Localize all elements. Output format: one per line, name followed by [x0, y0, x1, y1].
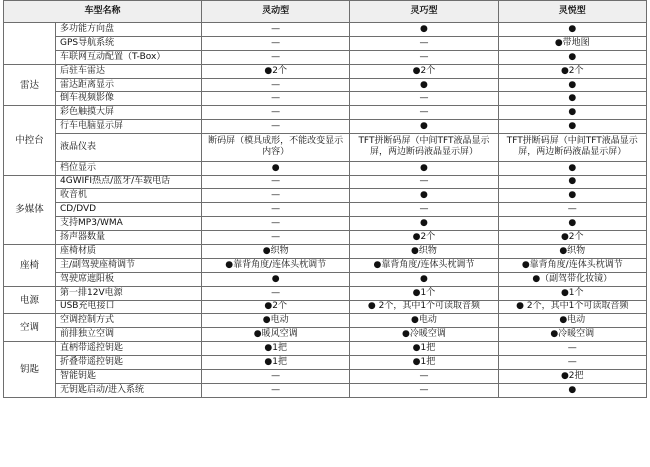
row-value-variant-1: — [202, 369, 350, 383]
row-value-variant-1: — [202, 106, 350, 120]
row-value-variant-3: ●1个 [498, 286, 646, 300]
row-value-variant-3: ●冷暖空调 [498, 328, 646, 342]
row-value-variant-1: 断码屏（模具成形，不能改变显示内容） [202, 134, 350, 162]
table-row [4, 50, 647, 64]
row-value-variant-2: TFT拼断码屏（中间TFT液晶显示屏，两边断码液晶显示屏） [350, 134, 498, 162]
row-value-variant-1: — [202, 50, 350, 64]
row-item-label: CD/DVD [56, 203, 202, 217]
table-row [4, 286, 647, 300]
table-row [4, 106, 647, 120]
row-value-variant-1: — [202, 231, 350, 245]
header-variant-1: 灵动型 [202, 1, 350, 23]
row-value-variant-1: — [202, 120, 350, 134]
row-value-variant-3: ● [498, 23, 646, 37]
row-item-label: 倒车视频影像 [56, 92, 202, 106]
header-variant-2: 灵巧型 [350, 1, 498, 23]
row-value-variant-3: TFT拼断码屏（中间TFT液晶显示屏，两边断码液晶显示屏） [498, 134, 646, 162]
row-value-variant-2: ● 2个，其中1个可读取音频 [350, 300, 498, 314]
table-row [4, 189, 647, 203]
category-power: 电源 [4, 286, 56, 314]
row-item-label: 雷达距离显示 [56, 78, 202, 92]
row-item-label: 折叠带遥控钥匙 [56, 356, 202, 370]
row-value-variant-1: — [202, 189, 350, 203]
row-item-label: USB充电接口 [56, 300, 202, 314]
header-variant-3: 灵悦型 [498, 1, 646, 23]
category-key: 钥匙 [4, 342, 56, 398]
table-row [4, 161, 647, 175]
row-value-variant-3: ● [498, 120, 646, 134]
row-value-variant-3: — [498, 203, 646, 217]
row-value-variant-3: ● [498, 92, 646, 106]
row-item-label: 行车电脑显示屏 [56, 120, 202, 134]
row-value-variant-3: ● [498, 106, 646, 120]
row-item-label: 扬声器数量 [56, 231, 202, 245]
table-row [4, 23, 647, 37]
row-value-variant-2: ●1把 [350, 342, 498, 356]
header-model-name: 车型名称 [4, 1, 202, 23]
table-row [4, 356, 647, 370]
row-value-variant-1: — [202, 203, 350, 217]
row-value-variant-1: ●1把 [202, 342, 350, 356]
row-value-variant-2: — [350, 175, 498, 189]
row-item-label: 后驻车雷达 [56, 64, 202, 78]
table-row [4, 328, 647, 342]
row-value-variant-3: ● [498, 175, 646, 189]
row-value-variant-1: — [202, 286, 350, 300]
row-value-variant-1: — [202, 78, 350, 92]
row-value-variant-2: ●1个 [350, 286, 498, 300]
row-value-variant-3: ●（副驾带化妆镜） [498, 272, 646, 286]
row-item-label: 支持MP3/WMA [56, 217, 202, 231]
row-value-variant-3: ●2个 [498, 231, 646, 245]
table-row [4, 272, 647, 286]
table-row [4, 36, 647, 50]
row-value-variant-1: ●1把 [202, 356, 350, 370]
row-value-variant-2: ● [350, 161, 498, 175]
row-value-variant-1: ●靠背角度/连体头枕调节 [202, 258, 350, 272]
row-item-label: 多功能方向盘 [56, 23, 202, 37]
row-item-label: 驾驶席遮阳板 [56, 272, 202, 286]
row-item-label: 第一排12V电源 [56, 286, 202, 300]
row-value-variant-3: ● [498, 161, 646, 175]
table-row [4, 175, 647, 189]
row-value-variant-3: ●靠背角度/连体头枕调节 [498, 258, 646, 272]
row-item-label: 收音机 [56, 189, 202, 203]
row-value-variant-3: — [498, 356, 646, 370]
row-item-label: 空调控制方式 [56, 314, 202, 328]
row-value-variant-3: ●2个 [498, 64, 646, 78]
row-item-label: 车联网互动配置（T-Box） [56, 50, 202, 64]
category-cell-empty [4, 23, 56, 65]
table-row [4, 120, 647, 134]
row-value-variant-1: — [202, 23, 350, 37]
row-value-variant-3: ● [498, 189, 646, 203]
row-value-variant-1: ●2个 [202, 64, 350, 78]
row-value-variant-1: — [202, 92, 350, 106]
category-center-console: 中控台 [4, 106, 56, 175]
row-value-variant-3: ● [498, 217, 646, 231]
table-row [4, 383, 647, 397]
row-value-variant-2: ● [350, 189, 498, 203]
row-value-variant-3: ● [498, 78, 646, 92]
table-row [4, 231, 647, 245]
row-item-label: 前排独立空调 [56, 328, 202, 342]
row-value-variant-1: ● [202, 161, 350, 175]
row-value-variant-3: ●织物 [498, 244, 646, 258]
row-item-label: 座椅材质 [56, 244, 202, 258]
row-value-variant-1: ●2个 [202, 300, 350, 314]
row-value-variant-1: ●电动 [202, 314, 350, 328]
row-value-variant-2: ●织物 [350, 244, 498, 258]
table-row [4, 92, 647, 106]
row-item-label: 档位显示 [56, 161, 202, 175]
row-value-variant-3: — [498, 342, 646, 356]
row-item-label: 无钥匙启动/进入系统 [56, 383, 202, 397]
row-item-label: 智能钥匙 [56, 369, 202, 383]
row-value-variant-3: ● [498, 383, 646, 397]
row-value-variant-2: — [350, 369, 498, 383]
row-value-variant-3: ●2把 [498, 369, 646, 383]
row-value-variant-1: — [202, 36, 350, 50]
row-value-variant-2: — [350, 383, 498, 397]
row-value-variant-2: ● [350, 217, 498, 231]
row-value-variant-2: ●靠背角度/连体头枕调节 [350, 258, 498, 272]
table-row [4, 217, 647, 231]
table-row [4, 203, 647, 217]
row-value-variant-2: ●冷暖空调 [350, 328, 498, 342]
spec-table [3, 0, 647, 398]
category-seat: 座椅 [4, 244, 56, 286]
table-row [4, 78, 647, 92]
row-value-variant-2: ●2个 [350, 231, 498, 245]
row-item-label: 直柄带遥控钥匙 [56, 342, 202, 356]
table-row [4, 300, 647, 314]
row-value-variant-1: — [202, 175, 350, 189]
row-value-variant-2: ● [350, 272, 498, 286]
row-value-variant-1: — [202, 383, 350, 397]
table-header-row [4, 1, 647, 23]
row-value-variant-2: ●2个 [350, 64, 498, 78]
table-row [4, 244, 647, 258]
row-value-variant-2: — [350, 106, 498, 120]
row-value-variant-3: ●带地图 [498, 36, 646, 50]
row-item-label: 主/副驾驶座椅调节 [56, 258, 202, 272]
row-value-variant-2: — [350, 50, 498, 64]
category-radar: 雷达 [4, 64, 56, 106]
row-value-variant-3: ●电动 [498, 314, 646, 328]
category-ac: 空调 [4, 314, 56, 342]
row-value-variant-2: — [350, 36, 498, 50]
row-value-variant-1: ●暖风空调 [202, 328, 350, 342]
row-value-variant-2: — [350, 203, 498, 217]
row-value-variant-1: ● [202, 272, 350, 286]
row-value-variant-1: — [202, 217, 350, 231]
table-row [4, 64, 647, 78]
category-multimedia: 多媒体 [4, 175, 56, 244]
table-row [4, 258, 647, 272]
row-item-label: 液晶仪表 [56, 134, 202, 162]
table-row [4, 342, 647, 356]
row-item-label: 彩色触摸大屏 [56, 106, 202, 120]
row-value-variant-2: ●1把 [350, 356, 498, 370]
row-value-variant-1: ●织物 [202, 244, 350, 258]
table-row [4, 134, 647, 162]
row-value-variant-2: ● [350, 78, 498, 92]
row-item-label: 4GWIFI热点/蓝牙/车载电话 [56, 175, 202, 189]
row-value-variant-2: ●电动 [350, 314, 498, 328]
table-row [4, 314, 647, 328]
row-item-label: GPS导航系统 [56, 36, 202, 50]
row-value-variant-2: ● [350, 120, 498, 134]
row-value-variant-3: ● 2个，其中1个可读取音频 [498, 300, 646, 314]
row-value-variant-2: — [350, 92, 498, 106]
row-value-variant-3: ● [498, 50, 646, 64]
row-value-variant-2: ● [350, 23, 498, 37]
table-row [4, 369, 647, 383]
